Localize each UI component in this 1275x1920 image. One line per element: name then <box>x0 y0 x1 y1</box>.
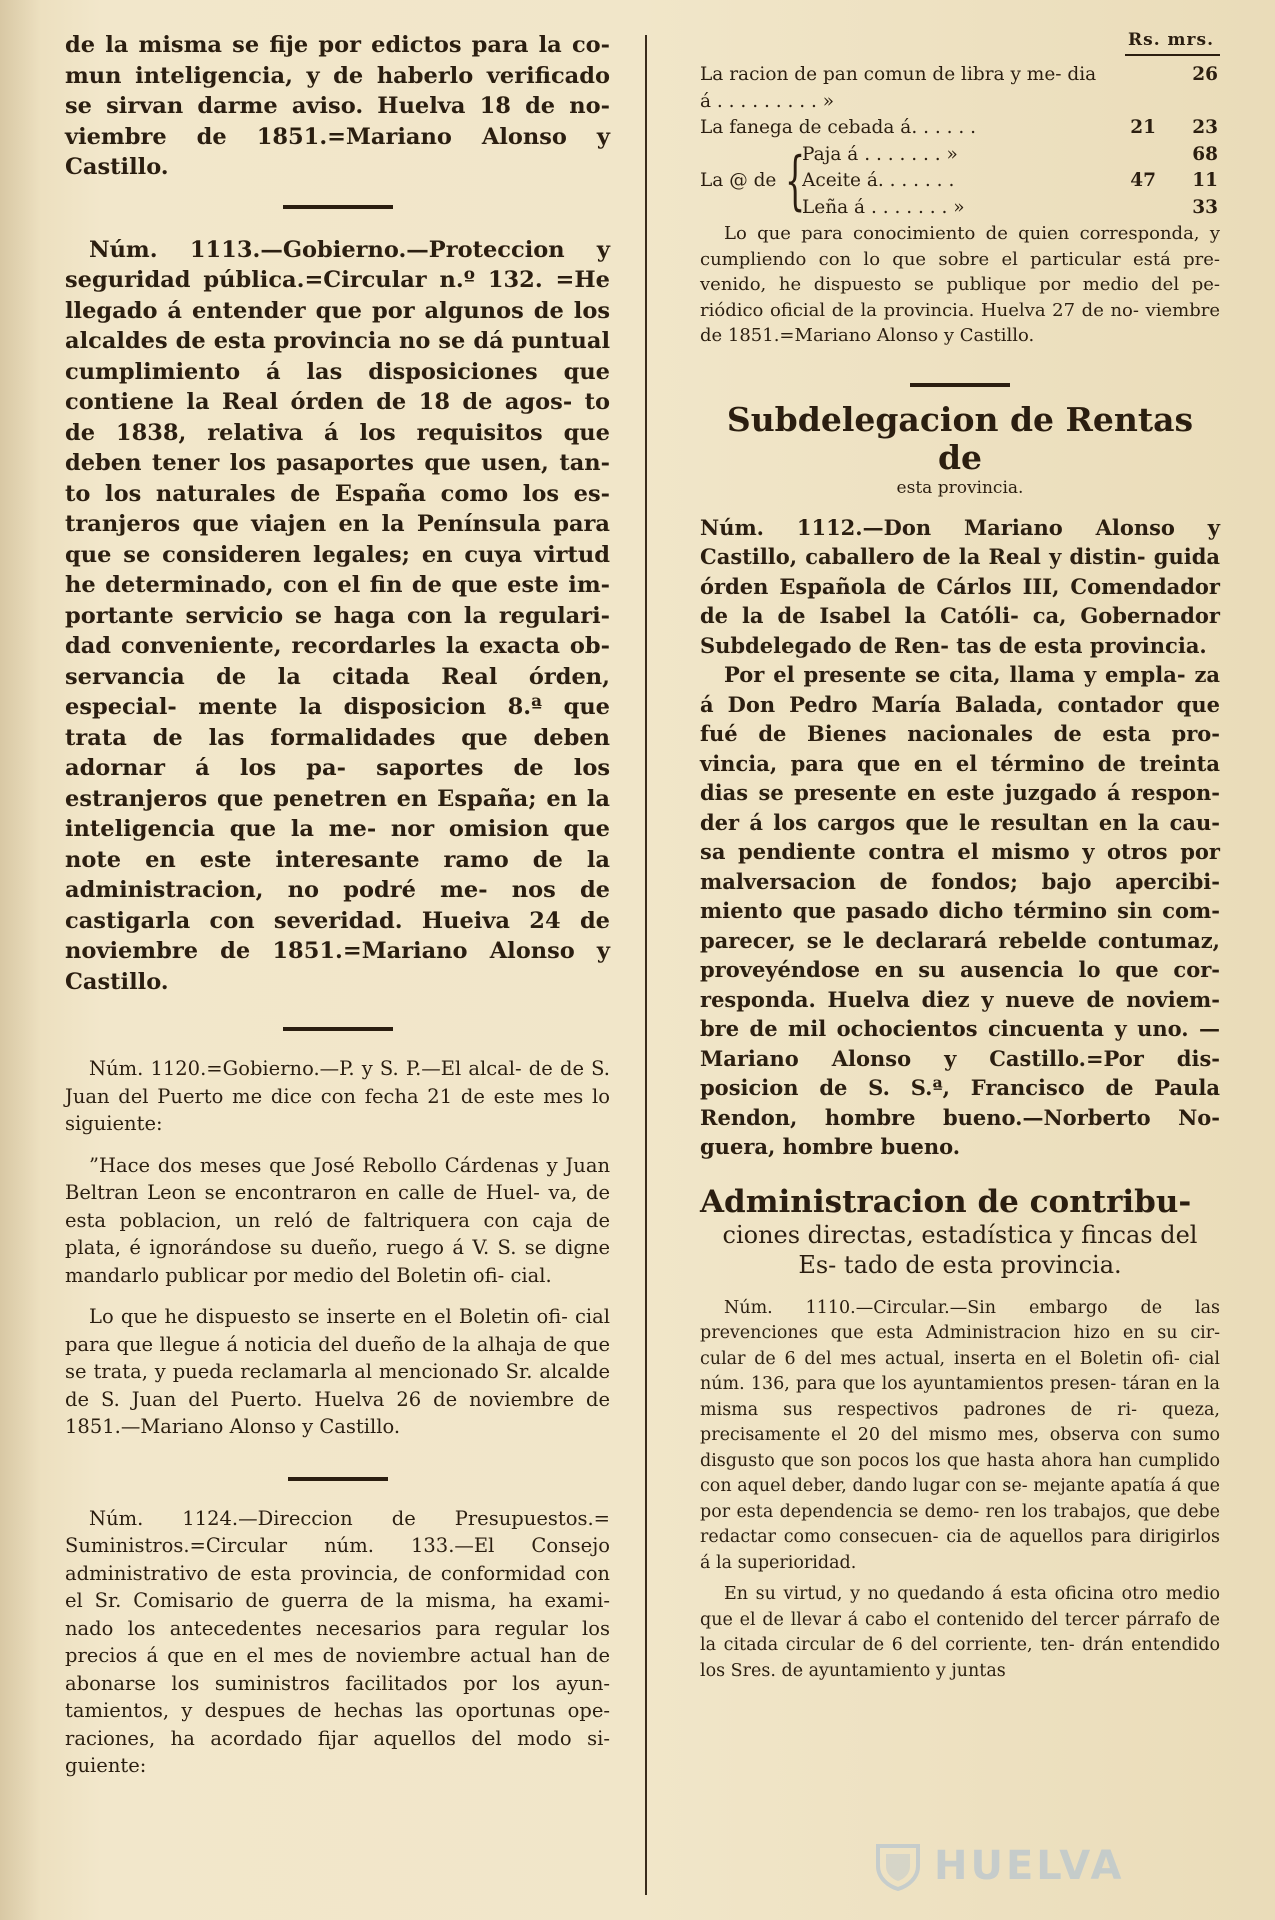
price-table <box>700 62 1220 221</box>
article-1112-body: Por el presente se cita, llama y empla- za á Don Pedro María Balada, contador que fué de Bienes nacionales de esta pro- vincia, para que en el término de treinta dias se presente en este juzgado á respon- der á los cargos que le resultan en la cau- sa pendiente contra el mismo y otros por malversacion de fondos; bajo apercibi- miento que pasado dicho término sin com- parecer, se le declarará rebelde contumaz, proveyéndose en su ausencia lo que cor- responda. Huelva diez y nueve de noviem- bre de mil ochocientos cincuenta y uno. —Mariano Alonso y Castillo.=Por dis- posicion de S. S.ª, Francisco de Paula Rendon, hombre bueno.—Norberto No- guera, hombre bueno. <box>700 662 1220 1159</box>
arroba-items <box>802 142 1220 222</box>
price-mrs: 33 <box>1192 196 1218 218</box>
archive-watermark <box>872 1838 1124 1894</box>
price-mrs: 11 <box>1192 170 1218 191</box>
price-label: Leña á . . . . . . . » <box>802 196 965 218</box>
right-column <box>700 30 1220 1684</box>
article-1110: Núm. 1110.—Circular.—Sin embargo de las prevenciones que esta Administracion hizo en su cir- cular de 6 del mes actual, inserta en el Boletin ofi- cial núm. 136, para que los ayuntamientos presen- táran en la misma sus respectivos padrones de ri- queza, precisamente el 20 del mismo mes, observa con sumo disgusto que son pocos los que hasta ahora han cumplido con aquel deber, dando lugar con se- mejante apatía á que por esta dependencia se demo- ren los trabajos, que debe redactar como consecuen- cia de aquellos para dirigirlos á la superioridad. <box>700 1297 1220 1573</box>
price-label: Aceite á. . . . . . . <box>802 170 955 191</box>
article-1110-continued: En su virtud, y no quedando á esta oficina otro medio que el de llevar á cabo el contenido del tercer párrafo de la citada circular de 6 del corriente, ten- drán entendido los Sres. de ayuntamiento y juntas <box>700 1584 1220 1681</box>
price-row <box>700 115 1220 142</box>
price-row <box>802 142 1220 169</box>
brace-icon: { <box>784 144 806 219</box>
price-rs: 47 <box>1130 170 1156 191</box>
price-row <box>802 195 1220 222</box>
section-subheading-rentas: esta provincia. <box>896 477 1024 498</box>
price-mrs: 26 <box>1192 64 1218 85</box>
article-1120-closing: Lo que he dispuesto se inserte en el Boletin ofi- cial para que llegue á noticia del dueño de la alhaja de que se trata, y pueda reclamarla al mencionado Sr. alcalde de S. Juan del Puerto. Huelva 26 de noviembre de 1851.—Mariano Alonso y Castillo. <box>65 1305 610 1438</box>
shield-crest-icon <box>872 1840 924 1892</box>
price-label: La racion de pan comun de libra y me- dia á . . . . . . . . . » <box>700 64 1097 112</box>
section-rule <box>288 1477 388 1481</box>
price-label: Paja á . . . . . . . » <box>802 143 958 165</box>
prices-note: Lo que para conocimiento de quien corresponda, y cumpliendo con lo que sobre el particular está pre- venido, he dispuesto se publique por medio del pe- riódico oficial de la provincia. Huelva 27 de no- viembre de 1851.=Mariano Alonso y Castillo. <box>700 223 1220 346</box>
section-heading-rentas: Subdelegacion de Rentas de <box>726 399 1194 477</box>
section-rule <box>283 1027 393 1031</box>
article-1124: Núm. 1124.—Direccion de Presupuestos.= Suministros.=Circular núm. 133.—El Consejo administrativo de esta provincia, de conformidad con el Sr. Comisario de guerra de la misma, ha exami- nado los antecedentes necesarios para regular los precios á que en el mes de noviembre actual han de abonarse los suministros facilitados por los ayun- tamientos, y despues de hechas las oportunas ope- raciones, ha acordado fijar aquellos del modo si- guiente: <box>65 1506 610 1777</box>
article-end-paragraph: de la misma se fije por edictos para la co- mun inteligencia, y de haberlo verificado se sirvan darme aviso. Huelva 18 de no- viembre de 1851.=Mariano Alonso y Castillo. <box>65 32 610 180</box>
section-subheading-contribuciones: ciones directas, estadística y fincas del Es- tado de esta provincia. <box>722 1220 1198 1279</box>
article-1112: Núm. 1112.—Don Mariano Alonso y Castillo, caballero de la Real y distin- guida órden Española de Cárlos III, Comendador de la de Isabel la Católi- ca, Gobernador Subdelegado de Ren- tas de esta provincia. <box>700 514 1220 658</box>
section-heading-contribuciones: Administracion de contribu- <box>700 1183 1192 1220</box>
column-divider <box>645 35 647 1895</box>
article-1120-quote: ”Hace dos meses que José Rebollo Cárdenas y Juan Beltran Leon se encontraron en calle de Huel- va, de esta poblacion, un reló de faltriquera con caja de plata, é ignorándose su dueño, ruego á V. S. se digne mandarlo publicar por medio del Boletin ofi- cial. <box>65 1153 610 1287</box>
article-1120-intro: Núm. 1120.=Gobierno.—P. y S. P.—El alcal- de de S. Juan del Puerto me dice con fecha 21 de este mes lo siguiente: <box>65 1057 610 1135</box>
price-rs: 21 <box>1130 117 1156 138</box>
price-row <box>700 62 1220 115</box>
price-mrs: 68 <box>1192 143 1218 165</box>
price-row <box>802 168 1220 195</box>
section-rule <box>283 205 393 209</box>
article-1113: Núm. 1113.—Gobierno.—Proteccion y seguridad pública.=Circular n.º 132. =He llegado á entender que por algunos de los alcaldes de esta provincia no se dá puntual cumplimiento á las disposiciones que contiene la Real órden de 18 de agos- to de 1838, relativa á los requisitos que deben tener los pasaportes que usen, tan- to los naturales de España como los es- tranjeros que viajen en la Península para que se consideren legales; en cuya virtud he determinado, con el fin de que este im- portante servicio se haga con la regulari- dad conveniente, recordarles la exacta ob- servancia de la citada Real órden, especial- mente la disposicion 8.ª que trata de las formalidades que deben adornar á los pa- saportes de los estranjeros que penetren en España; en la inteligencia que la me- nor omision que note en este interesante ramo de la administracion, no podré me- nos de castigarla con severidad. Hueiva 24 de noviembre de 1851.=Mariano Alonso y Castillo. <box>65 236 610 995</box>
section-rule <box>910 383 1010 387</box>
watermark-text: HUELVA <box>934 1843 1125 1889</box>
price-header-rule <box>1125 54 1220 56</box>
spacer <box>700 1162 1220 1184</box>
left-column <box>65 30 610 1780</box>
arroba-group <box>700 142 1220 222</box>
arroba-label: La @ de <box>700 170 777 191</box>
price-column-header: Rs. mrs. <box>1128 30 1214 50</box>
price-mrs: 23 <box>1192 117 1218 138</box>
price-label: La fanega de cebada á. . . . . . <box>700 117 977 138</box>
page-fold-shadow <box>0 0 40 1920</box>
